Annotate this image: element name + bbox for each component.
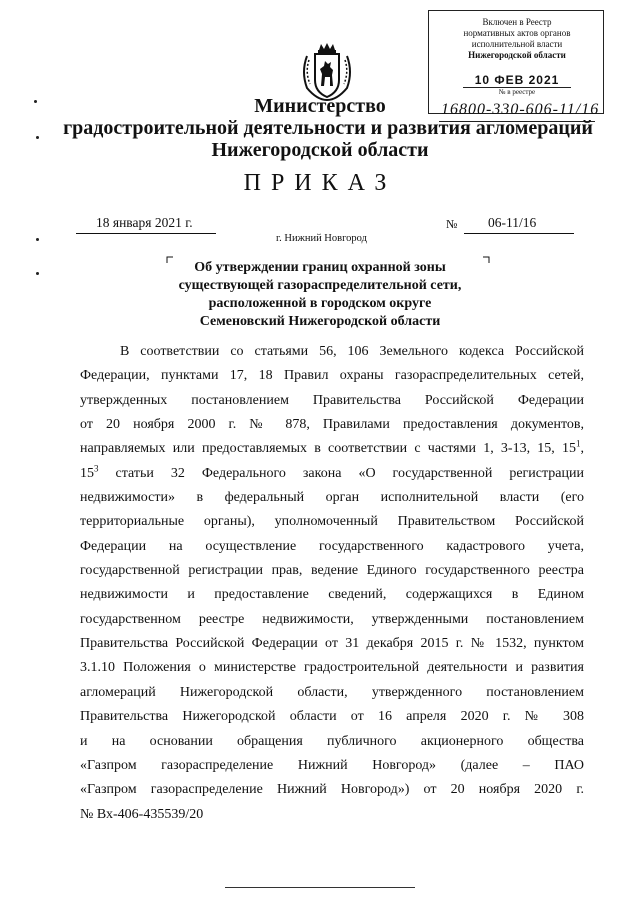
body-line-text: 15 <box>80 465 94 481</box>
subject-line: Об утверждении границ охранной зоны <box>194 260 446 275</box>
superscript: 1 <box>576 438 581 449</box>
superscript: 3 <box>94 463 99 474</box>
body-line: Правительства Нижегородской области от 16 апреля 2020 г. № 308 <box>80 709 584 725</box>
body-line: недвижимости и предоставление сведений, содержащихся в Едином <box>80 587 584 603</box>
stamp-line: нормативных актов органов <box>463 28 571 38</box>
body-line-text: статьи 32 Федерального закона «О государственной регистрации <box>98 465 584 481</box>
number-sign: № <box>446 217 458 231</box>
body-line: агломераций Нижегородской области, утвержденного постановлением <box>80 684 584 700</box>
subject-line: расположенной в городском округе <box>208 296 432 311</box>
stamp-date: 10 ФЕВ 2021 <box>474 73 560 87</box>
body-line: недвижимости» в федеральный орган исполнительной власти (его <box>80 490 584 506</box>
margin-mark <box>36 238 39 241</box>
stamp-line: Нижегородской области <box>468 50 566 60</box>
stamp-handwritten-number: 16800-330-606-11/16 <box>441 101 600 118</box>
body-line: и на основании обращения публичного акционерного общества <box>80 733 584 749</box>
body-line-text: направляемых или предоставляемых в соответствии с частями 1, 3-13, 15, 15 <box>80 441 576 457</box>
body-line <box>80 437 584 461</box>
stamp-line: исполнительной власти <box>471 39 563 49</box>
body-line: Правительства Российской Федерации от 31 декабря 2015 г. № 1532, пунктом <box>80 636 584 652</box>
body-line: В соответствии со статьями 56, 106 Земельного кодекса Российской <box>120 344 584 359</box>
coat-of-arms-emblem <box>295 42 359 102</box>
body-line: Федерации на осуществление государственного кадастрового учета, <box>80 538 584 554</box>
footer-divider <box>225 887 415 888</box>
order-subject <box>140 259 500 331</box>
body-line: государственной регистрации прав, ведение Единого государственного реестра <box>80 563 584 579</box>
number-underline <box>464 233 574 234</box>
subject-line: Семеновский Нижегородской области <box>199 314 441 329</box>
body-line: № Вх-406-435539/20 <box>80 806 204 822</box>
order-body <box>80 340 584 827</box>
body-line: государственном реестре недвижимости, утвержденными постановлением <box>80 611 584 627</box>
margin-mark <box>36 272 39 275</box>
date-underline <box>76 233 216 234</box>
body-line: утвержденных постановлением Правительства Российской Федерации <box>80 392 584 408</box>
body-line <box>80 462 584 486</box>
body-line: 3.1.10 Положения о министерстве градостроительной деятельности и развития <box>80 660 584 676</box>
ministry-title-line2: градостроительной деятельности и развития агломераций <box>63 117 593 139</box>
ministry-title-line3: Нижегородской области <box>211 139 429 161</box>
body-line: территориальные органы), уполномоченный Правительством Российской <box>80 514 584 530</box>
order-number: 06-11/16 <box>488 215 537 230</box>
stamp-line: Включен в Реестр <box>482 17 552 27</box>
body-line-text: , <box>580 441 584 457</box>
order-date: 18 января 2021 г. <box>96 215 193 230</box>
subject-line: существующей газораспределительной сети, <box>178 278 462 293</box>
body-line: Федерации, пунктами 17, 18 Правил охраны газораспределительных сетей, <box>80 368 584 384</box>
body-line: от 20 ноября 2000 г. № 878, Правилами предоставления документов, <box>80 417 584 433</box>
ministry-title-line1: Министерство <box>254 95 386 117</box>
document-type: ПРИКАЗ <box>243 170 397 196</box>
city: г. Нижний Новгород <box>276 233 367 244</box>
body-line: «Газпром газораспределение Нижний Новгород») от 20 ноября 2020 г. <box>80 782 584 798</box>
body-line: «Газпром газораспределение Нижний Новгород» (далее – ПАО <box>80 757 584 773</box>
stamp-number-label: № в реестре <box>498 88 536 96</box>
